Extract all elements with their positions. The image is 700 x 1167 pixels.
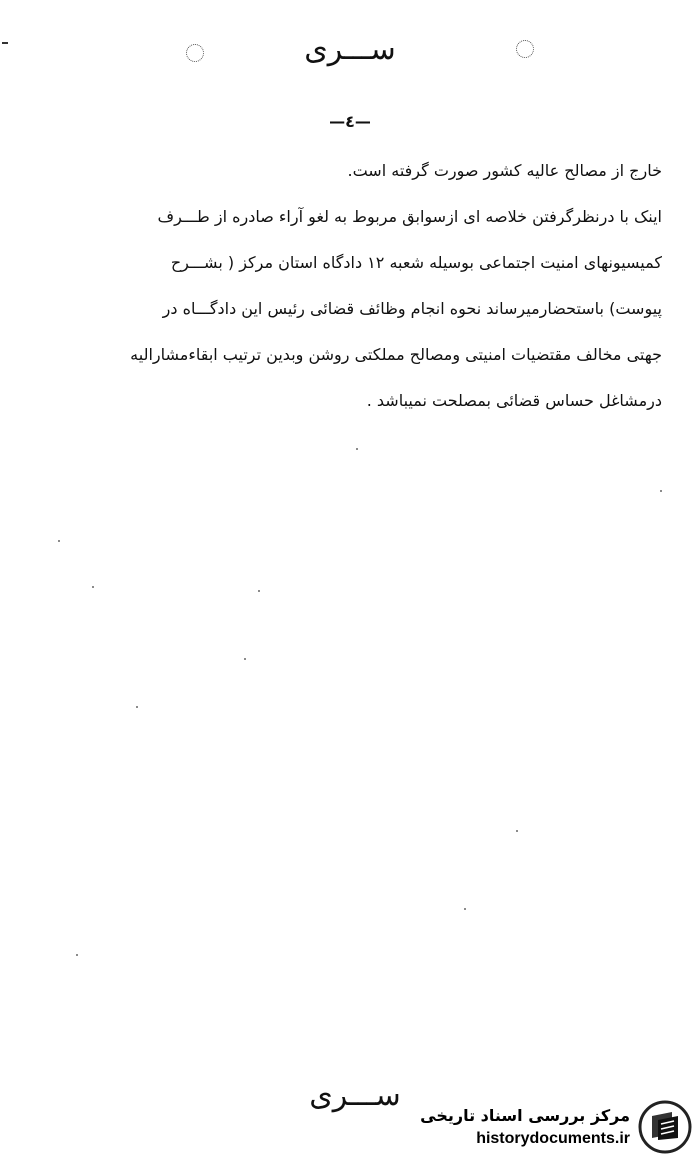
scan-speck xyxy=(244,658,246,660)
body-line: خارج از مصالح عالیه کشور صورت گرفته است. xyxy=(347,161,662,180)
scan-speck xyxy=(660,490,662,492)
scan-speck xyxy=(464,908,466,910)
body-line: اینک با درنظرگرفتن خلاصه ای ازسوابق مربوط به لغو آراء صادره از طـــرف xyxy=(157,207,662,226)
scan-speck xyxy=(92,586,94,588)
watermark-title: مرکز بررسی اسناد تاریخی xyxy=(420,1106,630,1125)
scan-speck xyxy=(258,590,260,592)
page-number: —٤— xyxy=(329,112,371,131)
classification-footer: ســـری xyxy=(309,1078,401,1113)
classification-header: ســـری xyxy=(304,32,396,67)
scan-speck xyxy=(58,540,60,542)
archive-logo-icon xyxy=(638,1100,692,1154)
scan-speck xyxy=(136,706,138,708)
body-line: درمشاغل حساس قضائی بمصلحت نمیباشد . xyxy=(366,391,662,410)
scan-speck xyxy=(516,830,518,832)
body-line: پیوست) باستحضارمیرساند نحوه انجام وظائف قضائی رئیس این دادگـــاه در xyxy=(162,299,662,318)
archive-watermark xyxy=(414,1100,692,1156)
body-line: کمیسیونهای امنیت اجتماعی بوسیله شعبه ۱۲ دادگاه استان مرکز ( بشـــرح xyxy=(170,253,662,272)
body-line: جهتی مخالف مقتضیات امنیتی ومصالح مملکتی روشن وبدین ترتیب ابقاءمشارالیه xyxy=(130,345,662,364)
watermark-url: historydocuments.ir xyxy=(476,1130,630,1147)
scan-speck xyxy=(356,448,358,450)
letter-body xyxy=(52,148,662,424)
scan-speck xyxy=(76,954,78,956)
